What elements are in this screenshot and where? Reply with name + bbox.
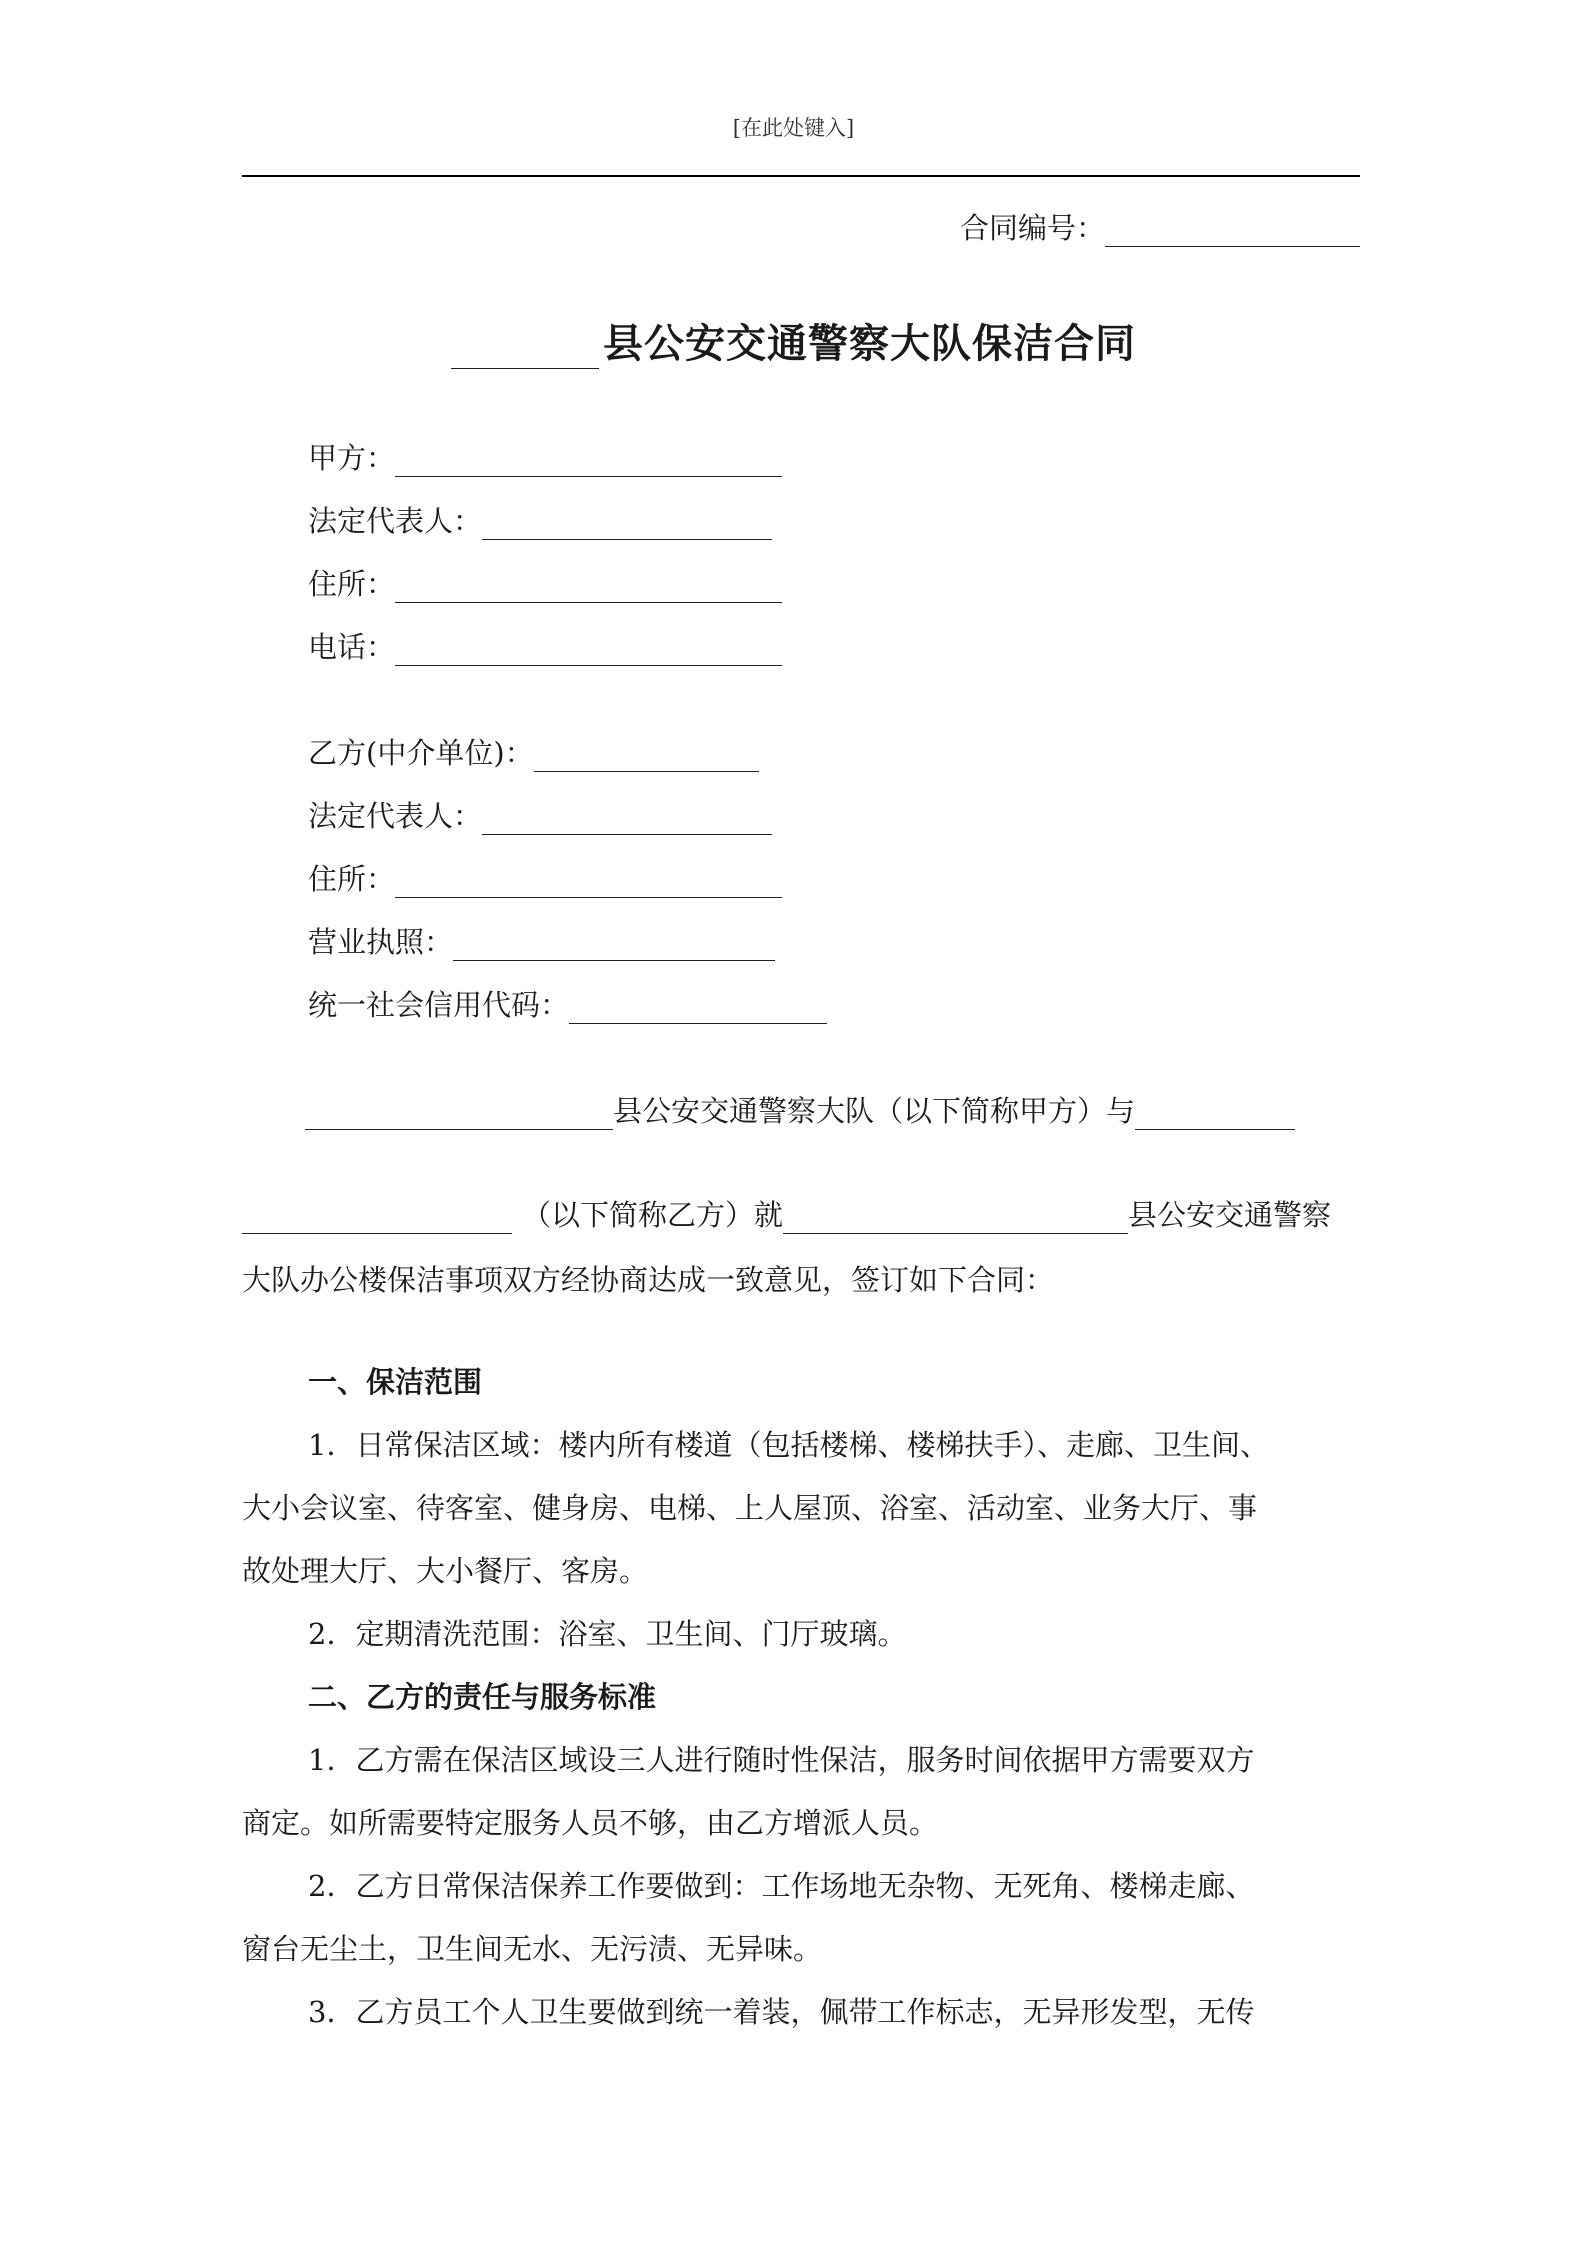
party-b-address-blank[interactable] [395, 869, 782, 898]
party-b-name-blank[interactable] [534, 743, 759, 772]
intro-line1-text: 县公安交通警察大队（以下简称甲方）与 [613, 1094, 1136, 1128]
party-b-name-label: 乙方(中介单位)： [308, 736, 534, 770]
intro-line-2 [242, 1193, 1331, 1234]
party-a-rep [308, 499, 772, 540]
party-a-phone-blank[interactable] [395, 637, 782, 666]
party-a-phone [308, 625, 782, 666]
party-a-name-blank[interactable] [395, 448, 782, 477]
intro-line2-text: （以下简称乙方）就 [522, 1198, 784, 1232]
section2-heading: 二、乙方的责任与服务标准 [308, 1680, 657, 1714]
party-a-rep-blank[interactable] [482, 511, 772, 540]
party-b-address-label: 住所： [308, 862, 396, 896]
contract-number-blank[interactable] [1105, 218, 1360, 247]
intro-blank-b[interactable] [1135, 1101, 1295, 1130]
intro-blank-c[interactable] [242, 1205, 512, 1234]
section2-item3-line1: 3．乙方员工个人卫生要做到统一着装，佩带工作标志，无异形发型，无传 [308, 1995, 1255, 2029]
party-a-rep-label: 法定代表人： [308, 504, 483, 538]
section2-item2-line1: 2．乙方日常保洁保养工作要做到：工作场地无杂物、无死角、楼梯走廊、 [308, 1869, 1255, 1903]
party-b-license [308, 920, 775, 961]
party-a-name [308, 436, 782, 477]
party-b-address [308, 857, 782, 898]
page-title [0, 312, 1587, 369]
section1-item2: 2．定期清洗范围：浴室、卫生间、门厅玻璃。 [308, 1617, 907, 1651]
intro-line-3: 大队办公楼保洁事项双方经协商达成一致意见，签订如下合同： [242, 1263, 1055, 1297]
section1-item1-line2: 大小会议室、待客室、健身房、电梯、上人屋顶、浴室、活动室、业务大厅、事 [242, 1491, 1258, 1525]
party-a-name-label: 甲方： [308, 441, 396, 475]
page-header: [在此处键入] [732, 116, 855, 140]
party-b-name [308, 731, 759, 772]
section1-heading: 一、保洁范围 [308, 1365, 483, 1399]
intro-blank-a[interactable] [305, 1101, 613, 1130]
section2-item1-line1: 1．乙方需在保洁区域设三人进行随时性保洁，服务时间依据甲方需要双方 [308, 1743, 1255, 1777]
party-b-rep-label: 法定代表人： [308, 799, 483, 833]
party-a-address [308, 562, 782, 603]
title-text: 县公安交通警察大队保洁合同 [603, 320, 1136, 367]
contract-number-label: 合同编号： [959, 211, 1105, 245]
party-b-credit-label: 统一社会信用代码： [308, 988, 570, 1022]
intro-line2-end: 县公安交通警察 [1128, 1198, 1332, 1232]
party-b-rep-blank[interactable] [482, 806, 772, 835]
party-b-credit-blank[interactable] [569, 995, 827, 1024]
party-a-address-label: 住所： [308, 567, 396, 601]
section1-item1-line1: 1．日常保洁区域：楼内所有楼道（包括楼梯、楼梯扶手）、走廊、卫生间、 [308, 1428, 1269, 1462]
party-b-license-label: 营业执照： [308, 925, 454, 959]
party-b-license-blank[interactable] [453, 932, 775, 961]
header-rule [242, 175, 1360, 177]
intro-blank-d[interactable] [783, 1205, 1128, 1234]
contract-number [960, 206, 1360, 247]
party-b-rep [308, 794, 772, 835]
title-county-blank[interactable] [451, 328, 599, 369]
section1-item1-line3: 故处理大厅、大小餐厅、客房。 [242, 1554, 649, 1588]
party-b-credit-code [308, 983, 827, 1024]
intro-line-1 [305, 1089, 1295, 1130]
party-a-address-blank[interactable] [395, 574, 782, 603]
section2-item1-line2: 商定。如所需要特定服务人员不够，由乙方增派人员。 [242, 1806, 939, 1840]
section2-item2-line2: 窗台无尘土，卫生间无水、无污渍、无异味。 [242, 1932, 823, 1966]
party-a-phone-label: 电话： [308, 630, 396, 664]
